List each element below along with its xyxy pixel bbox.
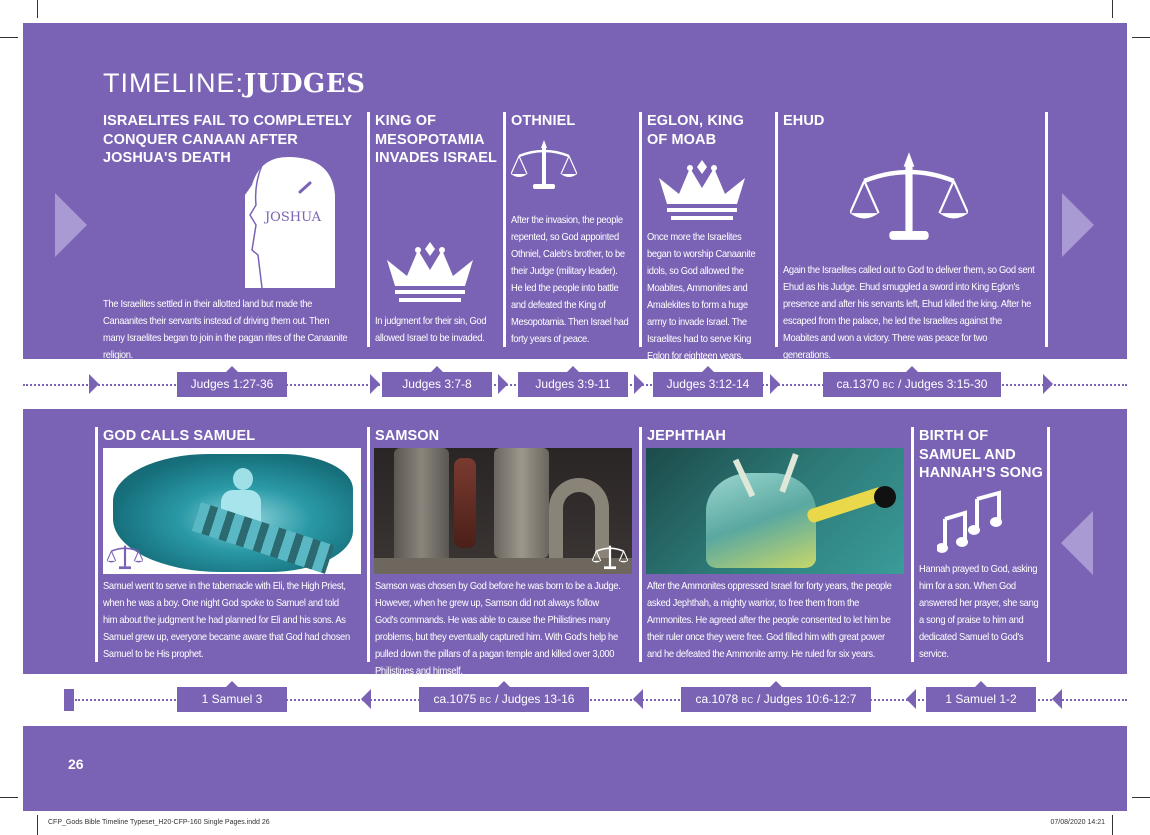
reference-tag[interactable] [177,687,287,712]
page-title [103,68,365,99]
scales-icon [511,140,577,195]
reference-tag[interactable] [823,372,1001,397]
reference-text: / Judges 10:6-12:7 [757,692,857,706]
timeline-arrow-icon [498,374,508,394]
event-heading: EHUD [783,113,825,129]
timeline-arrow-icon [89,374,99,394]
reference-text: Judges 1:27-36 [190,377,274,391]
reference-tag[interactable] [926,687,1036,712]
reference-text: Judges 3:7-8 [402,377,472,391]
event-body: The Israelites settled in their allotted land but made the Canaanites their servants instead of driving them out. Then many Israelites began to join in the pagan rites of the Canaanite religion. [103,299,348,361]
svg-text:JOSHUA: JOSHUA [264,210,322,225]
reference-tag[interactable] [518,372,628,397]
event-heading: GOD CALLS SAMUEL [103,428,256,444]
event-heading: JEPHTHAH [647,428,726,444]
event-body: Again the Israelites called out to God to deliver them, so God sent Ehud as his Judge. Ehud smuggled a sword into King Eglon's presence and after his servants left, Ehud killed the king. After he escaped from the palace, he led the Israelites against the Moabites and won a victory. There was peace for two generations. [783,265,1035,361]
timeline-arrow-icon [634,374,644,394]
next-arrow-left-icon[interactable] [55,193,87,257]
title-main: JUDGES [244,69,366,99]
event-othniel [503,112,633,347]
gravestone-icon [240,155,337,288]
event-jephthah [639,427,909,662]
event-heading: BIRTH OF SAMUEL AND HANNAH'S SONG [919,428,1043,481]
title-prefix: TIMELINE: [103,68,245,98]
timeline-arrow-icon [633,689,643,709]
event-israelites-fail [95,112,365,361]
event-god-calls-samuel [95,427,365,662]
event-heading: ISRAELITES FAIL TO COMPLETELY CONQUER CANAAN AFTER JOSHUA'S DEATH [103,113,352,166]
slug-timestamp: 07/08/2020 14:21 [1050,819,1105,826]
event-body: Once more the Israelites began to worship Canaanite idols, so God allowed the Moabites, Ammonites and Amalekites to form a huge army to invade Israel. The Israelites had to serve King Eglon for eighteen years. [647,232,756,362]
bottom-panel [23,726,1127,811]
scales-icon [850,152,968,247]
column-divider [367,427,370,662]
column-divider [639,427,642,662]
reference-tag[interactable] [653,372,763,397]
column-divider [503,112,506,347]
event-body: Samuel went to serve in the tabernacle with Eli, the High Priest, when he was a boy. One night God spoke to Samuel and told him about the judgment he had planned for Eli and his sons. As Samuel grew up, everyone became aware that God had chosen Samuel to be His prophet. [103,581,350,660]
reference-tag[interactable] [382,372,492,397]
timeline-notch [89,665,105,673]
timeline-arrow-icon [361,689,371,709]
event-eglon [639,112,769,362]
music-notes-icon [937,489,1007,560]
timeline-arrow-icon [770,374,780,394]
page-number: 26 [68,756,84,772]
reference-text: / Judges 3:15-30 [898,377,988,391]
event-heading: SAMSON [375,428,440,444]
slug-filename: CFP_Gods Bible Timeline Typeset_H20-CFP-160 Single Pages.indd 26 [48,819,270,826]
samson-photo [374,448,632,574]
event-birth-of-samuel [911,427,1051,662]
reference-text: 1 Samuel 1-2 [945,692,1017,706]
crop-mark [1132,37,1150,38]
reference-date: ca.1075 [433,692,477,706]
crop-mark [37,0,38,18]
timeline-arrow-icon [906,689,916,709]
event-body: Hannah prayed to God, asking him for a son. When God answered her prayer, she sang a song of praise to him and dedicated Samuel to God's service. [919,564,1039,660]
scales-icon [107,542,143,574]
event-body: In judgment for their sin, God allowed Israel to be invaded. [375,316,487,344]
reference-text: Judges 3:9-11 [535,377,611,391]
event-body: After the invasion, the people repented, so God appointed Othniel, Caleb's brother, to be their Judge (military leader). He led the people into battle and defeated the King of Mesopotamia. Then Israel had forty years of peace. [511,215,629,345]
timeline-arrow-icon [1043,374,1053,394]
reference-text: 1 Samuel 3 [201,692,263,706]
reference-era: BC [479,696,492,705]
event-samson [367,427,637,677]
reference-text: / Judges 13-16 [495,692,575,706]
reference-date: ca.1078 [695,692,739,706]
next-arrow-right-icon[interactable] [1062,193,1094,257]
reference-tag[interactable] [681,687,871,712]
event-body: After the Ammonites oppressed Israel for forty years, the people asked Jephthah, a mighty warrior, to free them from the Ammonites. He agreed after the people consented to let him be their ruler once they were free. God filled him with great power and he defeated the Ammonite army. He ruled for six years. [647,581,892,660]
event-heading: KING OF MESOPOTAMIA INVADES ISRAEL [375,113,497,166]
samuel-illustration [103,448,361,574]
crop-mark [0,37,18,38]
event-body: Samson was chosen by God before he was born to be a Judge. However, when he grew up, Samson did not always follow God's commands. He was able to cause the Philistines many problems, but they eventually captured him. With God's help he pulled down the pillars of a pagan temple and killed over 3,000 Philistines and himself. [375,581,621,677]
reference-tag[interactable] [177,372,287,397]
column-divider [95,427,98,662]
prev-arrow-right-icon[interactable] [1061,511,1093,575]
crop-mark [37,815,38,835]
event-heading: OTHNIEL [511,113,576,129]
reference-text: Judges 3:12-14 [666,377,750,391]
column-divider [639,112,642,347]
crop-mark [1132,797,1150,798]
crop-mark [1112,0,1113,18]
timeline-arrow-icon [1052,689,1062,709]
crop-mark [1112,815,1113,835]
reference-era: BC [882,381,895,390]
column-divider [1047,427,1050,662]
scales-icon [592,542,628,574]
event-heading: EGLON, KING OF MOAB [647,113,744,148]
column-divider [911,427,914,662]
reference-era: BC [741,696,754,705]
reference-tag[interactable] [419,687,589,712]
column-divider [775,112,778,347]
column-divider [367,112,370,347]
crown-icon [385,242,475,309]
reference-date: ca.1370 [836,377,880,391]
jephthah-illustration [646,448,904,574]
column-divider [1045,112,1048,347]
crown-icon [657,160,747,227]
timeline-arrow-icon [370,374,380,394]
timeline-start-marker [64,689,74,711]
event-ehud [775,112,1050,361]
event-king-mesopotamia [367,112,495,347]
crop-mark [0,797,18,798]
